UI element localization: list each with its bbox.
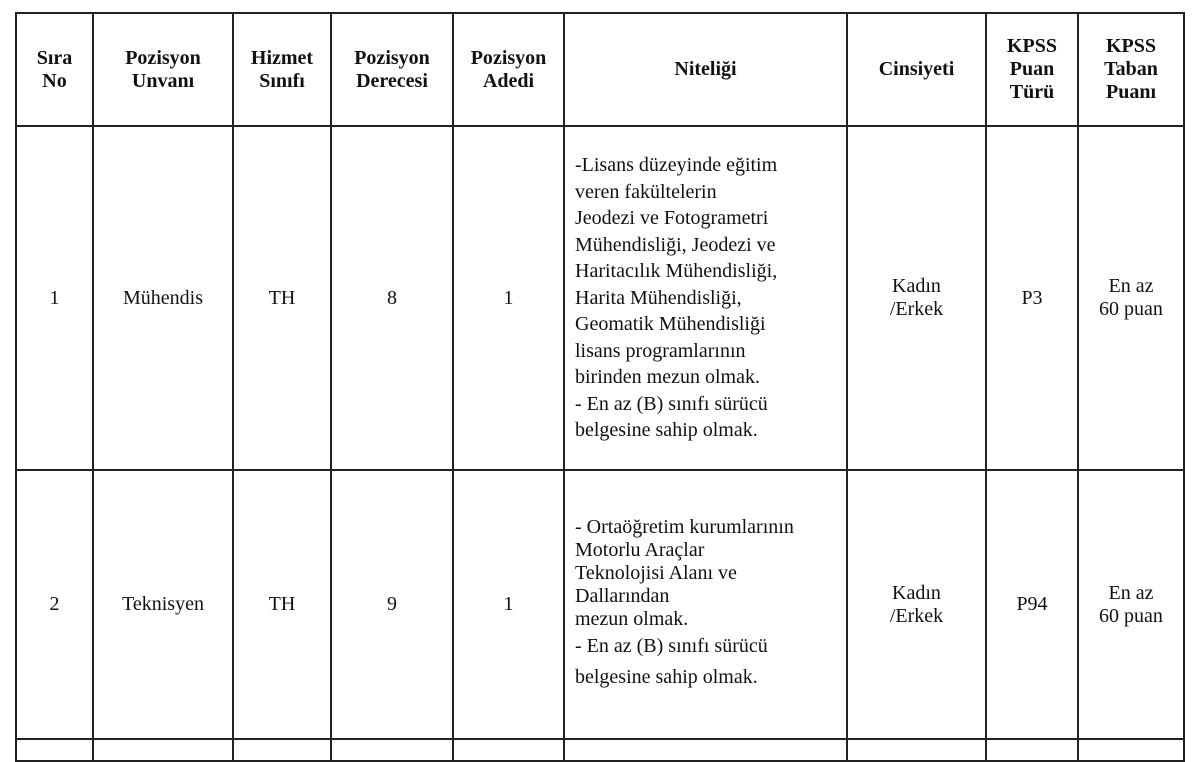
taban-puani-line: En az <box>1108 275 1154 297</box>
taban-puani-line: 60 puan <box>1099 298 1163 320</box>
niteligi-line: Harita Mühendisliği, <box>575 286 742 309</box>
cell-hizmet-sinifi: TH <box>233 470 331 739</box>
cell-sira-no: 2 <box>16 470 93 739</box>
header-cinsiyeti <box>847 13 986 126</box>
header-hizmet-sinifi <box>233 13 331 126</box>
niteligi-line: belgesine sahip olmak. <box>575 419 758 442</box>
cinsiyeti-line: Kadın <box>892 275 941 297</box>
cell-empty <box>564 739 847 761</box>
cell-cinsiyeti <box>847 126 986 470</box>
cell-empty <box>233 739 331 761</box>
niteligi-line: - En az (B) sınıfı sürücü <box>575 635 768 657</box>
niteligi-line: Haritacılık Mühendisliği, <box>575 260 778 283</box>
niteligi-line: Teknolojisi Alanı ve <box>575 562 737 584</box>
cell-empty <box>847 739 986 761</box>
niteligi-line: - Ortaöğretim kurumlarının <box>575 516 794 538</box>
niteligi-line: Motorlu Araçlar <box>575 539 705 561</box>
header-pozisyon-unvani <box>93 13 233 126</box>
header-text: Taban <box>1104 58 1158 80</box>
niteligi-line: Jeodezi ve Fotogrametri <box>575 207 769 230</box>
header-text: Unvanı <box>131 69 195 92</box>
cell-hizmet-sinifi: TH <box>233 126 331 470</box>
table-row <box>16 470 1184 739</box>
header-pozisyon-adedi <box>453 13 564 126</box>
header-kpss-puan-turu <box>986 13 1078 126</box>
table-row-partial <box>16 739 1184 761</box>
cell-empty <box>16 739 93 761</box>
niteligi-line: veren fakültelerin <box>575 180 717 203</box>
header-text: Pozisyon <box>354 46 430 69</box>
cell-pozisyon-unvani: Teknisyen <box>93 470 233 739</box>
header-text: Türü <box>1009 81 1055 103</box>
header-pozisyon-derecesi <box>331 13 453 126</box>
header-text: Pozisyon <box>470 46 547 69</box>
cell-niteligi <box>564 470 847 739</box>
header-text: KPSS <box>1105 35 1157 57</box>
header-text: Puan <box>1009 58 1055 80</box>
niteligi-line: Geomatik Mühendisliği <box>575 313 766 336</box>
header-text: Hizmet <box>250 46 314 69</box>
cell-sira-no: 1 <box>16 126 93 470</box>
header-text: Adedi <box>482 69 535 92</box>
header-text: Pozisyon <box>125 46 201 69</box>
cell-pozisyon-unvani: Mühendis <box>93 126 233 470</box>
cell-pozisyon-adedi: 1 <box>453 126 564 470</box>
cinsiyeti-line: Kadın <box>892 581 941 604</box>
cell-kpss-puan-turu: P94 <box>986 470 1078 739</box>
cell-kpss-taban-puani <box>1078 126 1184 470</box>
cinsiyeti-line: /Erkek <box>889 298 944 320</box>
cell-empty <box>453 739 564 761</box>
header-text: Cinsiyeti <box>878 58 955 80</box>
header-text: Sınıfı <box>259 69 305 92</box>
niteligi-line: birinden mezun olmak. <box>575 366 760 389</box>
taban-puani-line: En az <box>1108 581 1154 604</box>
header-text: Sıra <box>36 46 73 69</box>
cinsiyeti-line: /Erkek <box>889 604 944 627</box>
cell-empty <box>93 739 233 761</box>
cell-kpss-taban-puani <box>1078 470 1184 739</box>
header-niteligi <box>564 13 847 126</box>
cell-pozisyon-derecesi: 9 <box>331 470 453 739</box>
position-table-container <box>15 12 1185 762</box>
niteligi-line: mezun olmak. <box>575 608 689 630</box>
header-text: Derecesi <box>356 69 428 92</box>
header-text: Niteliği <box>674 58 737 80</box>
header-text: Puanı <box>1105 81 1157 103</box>
niteligi-line: -Lisans düzeyinde eğitim <box>575 154 778 177</box>
position-table <box>15 12 1185 762</box>
cell-empty <box>331 739 453 761</box>
niteligi-line: Dallarından <box>575 585 670 607</box>
niteligi-line: - En az (B) sınıfı sürücü <box>575 392 768 415</box>
table-header-row <box>16 13 1184 126</box>
cell-pozisyon-derecesi: 8 <box>331 126 453 470</box>
cell-empty <box>986 739 1078 761</box>
taban-puani-line: 60 puan <box>1099 604 1163 627</box>
header-kpss-taban-puani <box>1078 13 1184 126</box>
cell-empty <box>1078 739 1184 761</box>
table-row <box>16 126 1184 470</box>
niteligi-line: Mühendisliği, Jeodezi ve <box>575 233 776 256</box>
header-sira-no <box>16 13 93 126</box>
header-text: KPSS <box>1006 35 1058 57</box>
niteligi-line: lisans programlarının <box>575 339 746 362</box>
cell-pozisyon-adedi: 1 <box>453 470 564 739</box>
cell-niteligi <box>564 126 847 470</box>
cell-cinsiyeti <box>847 470 986 739</box>
cell-kpss-puan-turu: P3 <box>986 126 1078 470</box>
niteligi-line: belgesine sahip olmak. <box>575 666 758 688</box>
header-text: No <box>42 69 67 92</box>
